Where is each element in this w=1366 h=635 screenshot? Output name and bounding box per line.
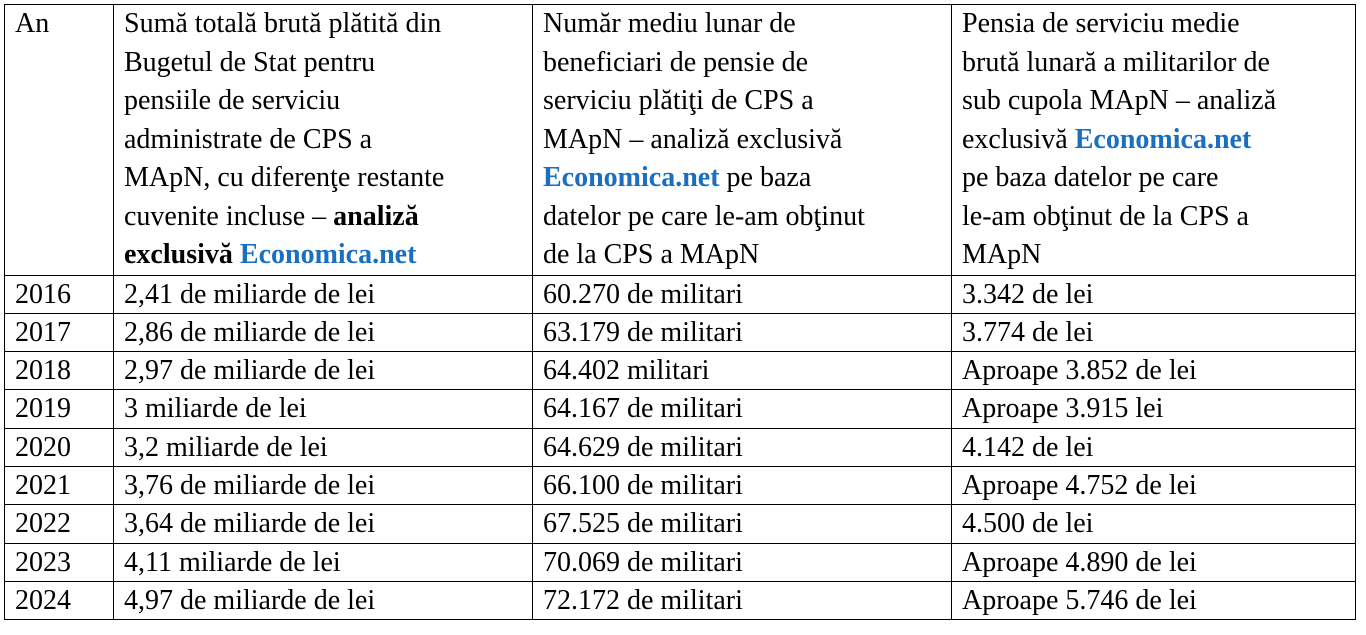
- cell-year: 2021: [5, 466, 114, 504]
- cell-total: 2,86 de miliarde de lei: [114, 313, 533, 351]
- header-avg-line: MApN: [962, 239, 1042, 270]
- header-total-line: administrate de CPS a: [124, 123, 373, 155]
- table-row: [5, 352, 1356, 390]
- header-count-line: serviciu plătiţi de CPS a: [543, 85, 814, 116]
- header-year: [5, 5, 114, 276]
- cell-total: 3,64 de miliarde de lei: [114, 505, 533, 543]
- header-avg-line: sub cupola MApN – analiză: [962, 85, 1277, 116]
- cell-total: 4,11 miliarde de lei: [114, 543, 533, 581]
- cell-count: 60.270 de militari: [533, 275, 952, 313]
- table-row: [5, 390, 1356, 428]
- header-total-line: pensiile de serviciu: [124, 85, 341, 116]
- header-avg-line: [962, 121, 1349, 160]
- header-avg-line: Pensia de serviciu medie: [962, 8, 1240, 39]
- header-total-line: MApN, cu diferenţe restante: [124, 162, 445, 193]
- header-total-line: [124, 236, 526, 275]
- cell-count: 66.100 de militari: [533, 466, 952, 504]
- cell-year: 2019: [5, 390, 114, 428]
- cell-total: 2,41 de miliarde de lei: [114, 275, 533, 313]
- cell-avg: Aproape 3.915 lei: [952, 390, 1356, 428]
- brand-link[interactable]: Economica.net: [1074, 123, 1252, 155]
- header-avg-line: brută lunară a militarilor de: [962, 46, 1270, 78]
- cell-count: 64.629 de militari: [533, 428, 952, 466]
- header-count: [533, 5, 952, 276]
- brand-link[interactable]: Economica.net: [239, 239, 417, 270]
- cell-year: 2024: [5, 581, 114, 619]
- table-row: [5, 466, 1356, 504]
- table-row: [5, 428, 1356, 466]
- cell-avg: 3.342 de lei: [952, 275, 1356, 313]
- cell-count: 70.069 de militari: [533, 543, 952, 581]
- cell-year: 2023: [5, 543, 114, 581]
- cell-avg: Aproape 3.852 de lei: [952, 352, 1356, 390]
- header-total-bold: analiză: [333, 200, 419, 232]
- cell-count: 64.402 militari: [533, 352, 952, 390]
- header-count-line: [543, 159, 945, 198]
- header-avg: [952, 5, 1356, 276]
- header-count-line: MApN – analiză exclusivă: [543, 123, 843, 155]
- table-row: [5, 505, 1356, 543]
- cell-count: 64.167 de militari: [533, 390, 952, 428]
- cell-total: 3,2 miliarde de lei: [114, 428, 533, 466]
- cell-count: 72.172 de militari: [533, 581, 952, 619]
- header-avg-line: pe baza datelor pe care: [962, 162, 1219, 193]
- header-count-line: datelor pe care le-am obţinut: [543, 200, 865, 232]
- header-total-bold: exclusivă: [124, 239, 233, 270]
- cell-total: 3 miliarde de lei: [114, 390, 533, 428]
- cell-year: 2016: [5, 275, 114, 313]
- cell-avg: Aproape 4.890 de lei: [952, 543, 1356, 581]
- cell-count: 67.525 de militari: [533, 505, 952, 543]
- cell-year: 2018: [5, 352, 114, 390]
- header-count-line: de la CPS a MApN: [543, 239, 760, 270]
- header-count-line: Număr mediu lunar de: [543, 8, 796, 39]
- pension-table: [4, 4, 1356, 620]
- header-total-text: cuvenite incluse –: [124, 200, 334, 232]
- header-total-line: Bugetul de Stat pentru: [124, 46, 376, 78]
- cell-total: 3,76 de miliarde de lei: [114, 466, 533, 504]
- header-year-label: An: [15, 8, 50, 39]
- cell-year: 2017: [5, 313, 114, 351]
- header-avg-line: le-am obţinut de la CPS a: [962, 200, 1249, 232]
- cell-count: 63.179 de militari: [533, 313, 952, 351]
- cell-avg: 4.500 de lei: [952, 505, 1356, 543]
- cell-avg: Aproape 4.752 de lei: [952, 466, 1356, 504]
- cell-avg: Aproape 5.746 de lei: [952, 581, 1356, 619]
- header-total: [114, 5, 533, 276]
- table-row: [5, 581, 1356, 619]
- table-row: [5, 313, 1356, 351]
- header-avg-text: exclusivă: [962, 123, 1075, 155]
- header-count-text: pe baza: [719, 162, 812, 193]
- cell-avg: 4.142 de lei: [952, 428, 1356, 466]
- header-count-line: beneficiari de pensie de: [543, 46, 809, 78]
- table-row: [5, 543, 1356, 581]
- brand-link[interactable]: Economica.net: [543, 162, 720, 193]
- table-row: [5, 275, 1356, 313]
- header-total-line: [124, 198, 526, 237]
- cell-year: 2020: [5, 428, 114, 466]
- cell-total: 4,97 de miliarde de lei: [114, 581, 533, 619]
- cell-total: 2,97 de miliarde de lei: [114, 352, 533, 390]
- cell-avg: 3.774 de lei: [952, 313, 1356, 351]
- header-total-line: Sumă totală brută plătită din: [124, 8, 442, 39]
- table-header-row: [5, 5, 1356, 276]
- cell-year: 2022: [5, 505, 114, 543]
